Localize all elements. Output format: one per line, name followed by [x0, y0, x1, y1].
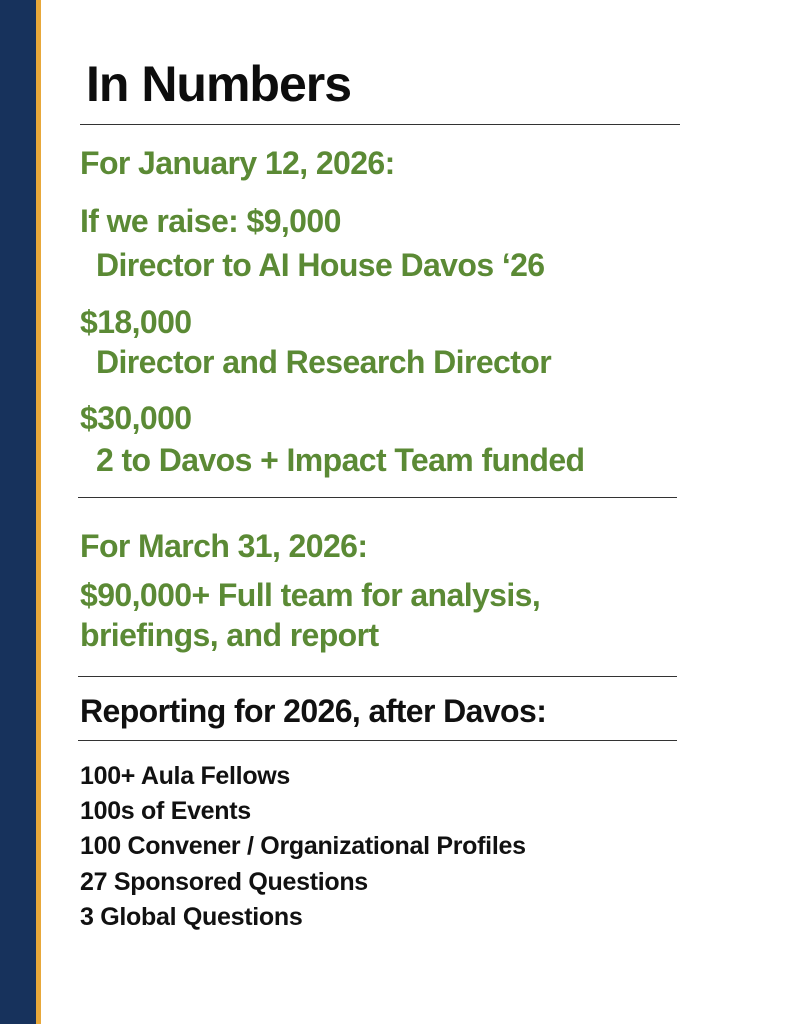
page-title: In Numbers	[86, 56, 352, 112]
march-heading: For March 31, 2026:	[80, 528, 368, 564]
tier3-description: 2 to Davos + Impact Team funded	[96, 442, 585, 478]
divider	[78, 497, 677, 498]
tier2-description: Director and Research Director	[96, 344, 552, 380]
tier2-amount: $18,000	[80, 304, 192, 340]
reporting-heading: Reporting for 2026, after Davos:	[80, 693, 547, 729]
divider	[80, 124, 680, 125]
list-item: 100+ Aula Fellows	[80, 762, 291, 790]
tier1-amount: If we raise: $9,000	[80, 203, 341, 239]
tier1-description: Director to AI House Davos ‘26	[96, 247, 545, 283]
divider	[78, 676, 677, 677]
sidebar-gold-stripe	[36, 0, 41, 1024]
january-heading: For January 12, 2026:	[80, 145, 395, 181]
list-item: 100s of Events	[80, 797, 251, 825]
list-item: 3 Global Questions	[80, 903, 303, 931]
divider	[78, 740, 677, 741]
list-item: 27 Sponsored Questions	[80, 868, 368, 896]
march-line-1: $90,000+ Full team for analysis,	[80, 577, 541, 613]
sidebar-navy-bar	[0, 0, 36, 1024]
list-item: 100 Convener / Organizational Profiles	[80, 832, 526, 860]
tier3-amount: $30,000	[80, 400, 192, 436]
march-line-2: briefings, and report	[80, 617, 379, 653]
